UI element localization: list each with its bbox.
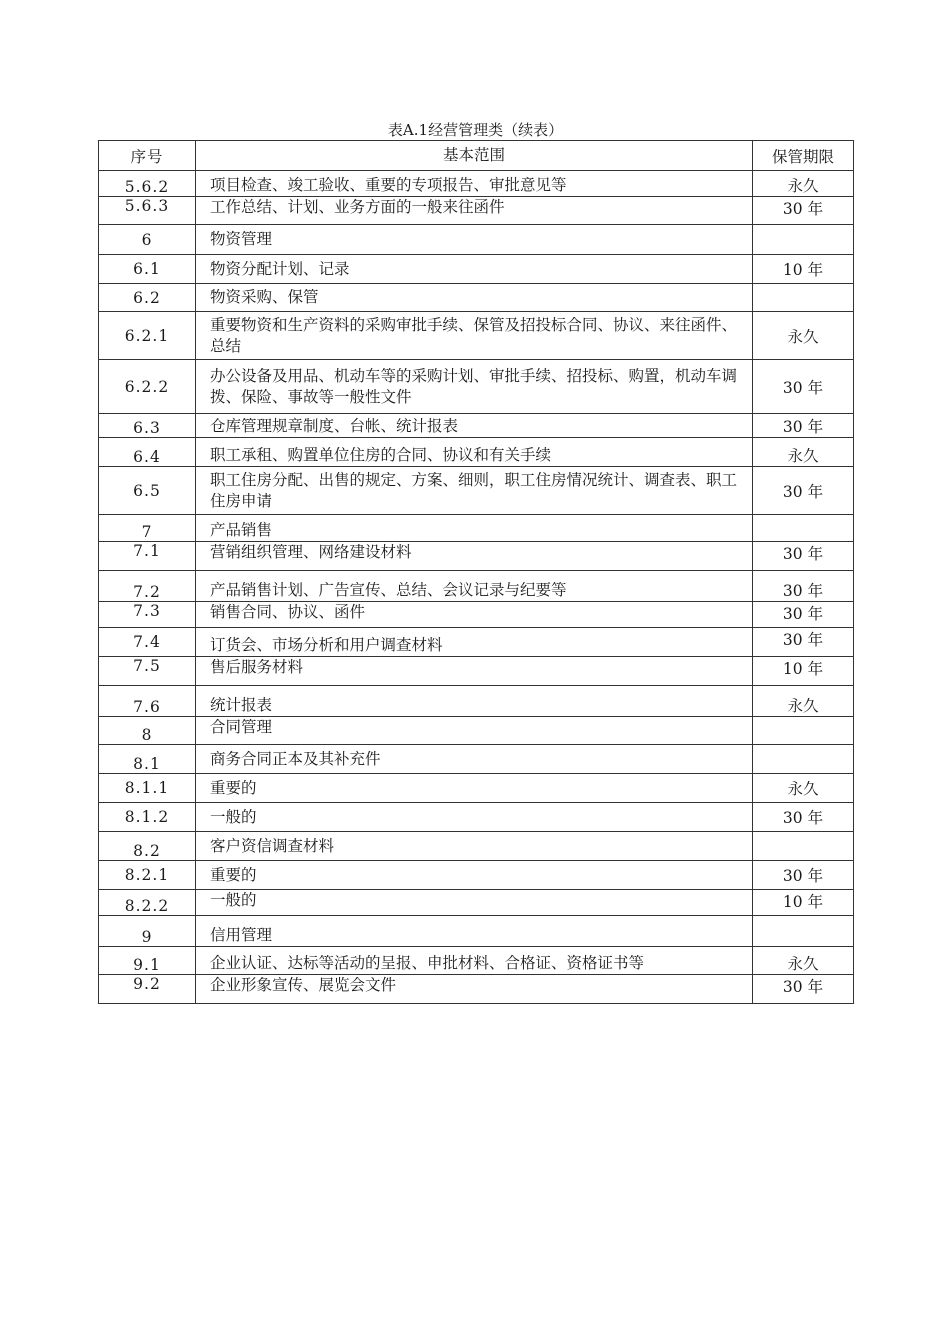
row-period: 永久 <box>753 774 854 803</box>
row-period: 10 年 <box>753 657 854 686</box>
row-no: 7.2 <box>99 571 196 602</box>
table-row <box>99 515 854 542</box>
row-scope: 物资采购、保管 <box>196 284 753 312</box>
row-period: 10 年 <box>753 890 854 916</box>
row-scope: 仓库管理规章制度、台帐、统计报表 <box>196 414 753 438</box>
row-period <box>753 916 854 947</box>
retention-table <box>98 140 854 1004</box>
table-row <box>99 197 854 225</box>
row-no: 7.1 <box>99 542 196 571</box>
table-row <box>99 284 854 312</box>
row-period: 永久 <box>753 438 854 467</box>
row-scope: 统计报表 <box>196 686 753 717</box>
row-scope: 客户资信调查材料 <box>196 832 753 861</box>
table-row <box>99 312 854 360</box>
row-period: 30 年 <box>753 571 854 602</box>
row-scope: 商务合同正本及其补充件 <box>196 745 753 774</box>
row-period: 永久 <box>753 686 854 717</box>
row-no: 9 <box>99 916 196 947</box>
table-row <box>99 171 854 197</box>
row-scope: 产品销售 <box>196 515 753 542</box>
row-scope: 企业认证、达标等活动的呈报、申批材料、合格证、资格证书等 <box>196 947 753 975</box>
table-row <box>99 438 854 467</box>
row-period: 永久 <box>753 947 854 975</box>
row-period <box>753 745 854 774</box>
row-period: 30 年 <box>753 414 854 438</box>
row-no: 7.4 <box>99 628 196 657</box>
row-scope: 订货会、市场分析和用户调查材料 <box>196 628 753 657</box>
row-no: 7 <box>99 515 196 542</box>
row-scope: 工作总结、计划、业务方面的一般来往函件 <box>196 197 753 225</box>
row-no: 6 <box>99 225 196 255</box>
table-header-row <box>99 141 854 171</box>
table-row <box>99 628 854 657</box>
row-period <box>753 515 854 542</box>
row-scope: 物资管理 <box>196 225 753 255</box>
row-no: 6.5 <box>99 467 196 515</box>
row-no: 7.6 <box>99 686 196 717</box>
row-no: 6.2.1 <box>99 312 196 360</box>
table-row <box>99 414 854 438</box>
row-no: 6.1 <box>99 255 196 284</box>
row-scope: 信用管理 <box>196 916 753 947</box>
table-row <box>99 947 854 975</box>
row-scope: 重要物资和生产资料的采购审批手续、保管及招投标合同、协议、来往函件、总结 <box>196 312 753 360</box>
row-scope: 合同管理 <box>196 717 753 745</box>
row-period: 30 年 <box>753 197 854 225</box>
row-period: 30 年 <box>753 861 854 890</box>
row-no: 9.2 <box>99 975 196 1004</box>
row-no: 6.4 <box>99 438 196 467</box>
table-row <box>99 774 854 803</box>
table-row <box>99 571 854 602</box>
row-period: 30 年 <box>753 975 854 1004</box>
row-scope: 产品销售计划、广告宣传、总结、会议记录与纪要等 <box>196 571 753 602</box>
row-no: 8.2.1 <box>99 861 196 890</box>
table-row <box>99 686 854 717</box>
row-period <box>753 284 854 312</box>
row-no: 7.3 <box>99 602 196 628</box>
table-caption: 表A.1经营管理类（续表） <box>387 121 564 139</box>
row-scope: 一般的 <box>196 803 753 832</box>
table-row <box>99 861 854 890</box>
row-period: 30 年 <box>753 602 854 628</box>
table-row <box>99 360 854 414</box>
row-period <box>753 832 854 861</box>
row-scope: 办公设备及用品、机动车等的采购计划、审批手续、招投标、购置，机动车调拨、保险、事故等一般性文件 <box>196 360 753 414</box>
row-no: 8.1 <box>99 745 196 774</box>
row-no: 6.3 <box>99 414 196 438</box>
row-scope: 物资分配计划、记录 <box>196 255 753 284</box>
row-no: 5.6.2 <box>99 171 196 197</box>
row-scope: 售后服务材料 <box>196 657 753 686</box>
row-period: 30 年 <box>753 803 854 832</box>
row-no: 8.1.1 <box>99 774 196 803</box>
row-scope: 职工承租、购置单位住房的合同、协议和有关手续 <box>196 438 753 467</box>
table-row <box>99 467 854 515</box>
row-period: 10 年 <box>753 255 854 284</box>
row-period: 30 年 <box>753 467 854 515</box>
row-no: 8.2 <box>99 832 196 861</box>
row-period: 永久 <box>753 312 854 360</box>
table-row <box>99 657 854 686</box>
row-scope: 企业形象宣传、展览会文件 <box>196 975 753 1004</box>
table-row <box>99 745 854 774</box>
row-scope: 职工住房分配、出售的规定、方案、细则，职工住房情况统计、调查表、职工住房申请 <box>196 467 753 515</box>
table-row <box>99 803 854 832</box>
table-row <box>99 542 854 571</box>
row-scope: 营销组织管理、网络建设材料 <box>196 542 753 571</box>
table-row <box>99 890 854 916</box>
row-period: 30 年 <box>753 628 854 657</box>
row-period <box>753 717 854 745</box>
row-no: 8.1.2 <box>99 803 196 832</box>
row-scope: 项目检查、竣工验收、重要的专项报告、审批意见等 <box>196 171 753 197</box>
table-row <box>99 832 854 861</box>
header-period: 保管期限 <box>753 141 854 171</box>
row-no: 8.2.2 <box>99 890 196 916</box>
row-no: 7.5 <box>99 657 196 686</box>
row-no: 6.2 <box>99 284 196 312</box>
table-row <box>99 717 854 745</box>
row-period: 永久 <box>753 171 854 197</box>
row-no: 9.1 <box>99 947 196 975</box>
table-row <box>99 916 854 947</box>
table-row <box>99 225 854 255</box>
row-no: 6.2.2 <box>99 360 196 414</box>
row-scope: 一般的 <box>196 890 753 916</box>
row-period: 30 年 <box>753 542 854 571</box>
row-no: 8 <box>99 717 196 745</box>
row-scope: 销售合同、协议、函件 <box>196 602 753 628</box>
table-row <box>99 975 854 1004</box>
table-row <box>99 255 854 284</box>
header-scope: 基本范围 <box>196 141 753 171</box>
table-row <box>99 602 854 628</box>
row-scope: 重要的 <box>196 861 753 890</box>
header-no: 序号 <box>99 141 196 171</box>
row-period <box>753 225 854 255</box>
row-no: 5.6.3 <box>99 197 196 225</box>
row-period: 30 年 <box>753 360 854 414</box>
row-scope: 重要的 <box>196 774 753 803</box>
